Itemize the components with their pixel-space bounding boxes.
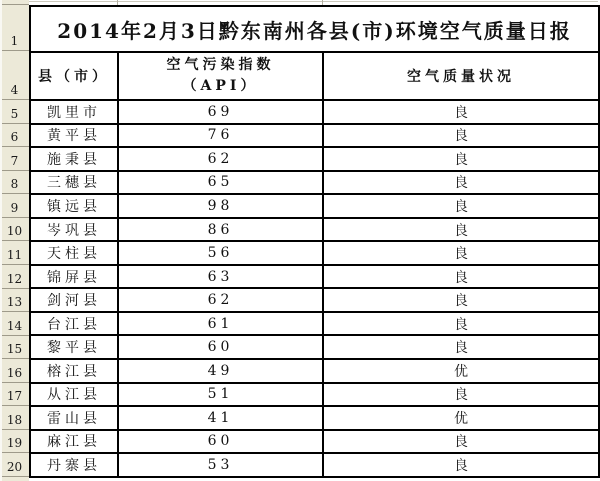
table-title[interactable]: 2014年2月3日黔东南州各县(市)环境空气质量日报	[30, 6, 599, 52]
col-header-api[interactable]	[118, 52, 323, 100]
row-header-15[interactable]: 15	[0, 336, 29, 360]
api-cell[interactable]: 86	[118, 218, 323, 242]
table-row	[30, 194, 599, 218]
row-header-10[interactable]: 10	[0, 218, 29, 242]
api-cell[interactable]: 98	[118, 194, 323, 218]
table-row	[30, 171, 599, 195]
table-row	[30, 430, 599, 454]
county-cell[interactable]: 黄平县	[30, 124, 118, 148]
status-cell[interactable]: 良	[323, 430, 599, 454]
status-cell[interactable]: 良	[323, 383, 599, 407]
table-row	[30, 288, 599, 312]
table-row	[30, 406, 599, 430]
row-header-17[interactable]: 17	[0, 383, 29, 407]
row-header-14[interactable]: 14	[0, 312, 29, 336]
row-number-gutter	[0, 0, 29, 481]
table-row	[30, 100, 599, 124]
table-row	[30, 124, 599, 148]
table-row	[30, 241, 599, 265]
county-cell[interactable]: 天柱县	[30, 241, 118, 265]
table-row	[30, 147, 599, 171]
county-cell[interactable]: 剑河县	[30, 288, 118, 312]
row-header-1[interactable]: 1	[0, 5, 29, 51]
status-cell[interactable]: 良	[323, 194, 599, 218]
status-cell[interactable]: 良	[323, 241, 599, 265]
api-cell[interactable]: 69	[118, 100, 323, 124]
county-cell[interactable]: 从江县	[30, 383, 118, 407]
api-cell[interactable]: 63	[118, 265, 323, 289]
table-row	[30, 312, 599, 336]
status-cell[interactable]: 良	[323, 147, 599, 171]
county-cell[interactable]: 岑巩县	[30, 218, 118, 242]
table-row	[30, 383, 599, 407]
status-cell[interactable]: 良	[323, 335, 599, 359]
row-header-12[interactable]: 12	[0, 265, 29, 289]
title-row	[30, 6, 599, 52]
county-cell[interactable]: 黎平县	[30, 335, 118, 359]
status-cell[interactable]: 良	[323, 124, 599, 148]
status-cell[interactable]: 优	[323, 406, 599, 430]
row-header-13[interactable]: 13	[0, 289, 29, 313]
county-cell[interactable]: 台江县	[30, 312, 118, 336]
api-cell[interactable]: 51	[118, 383, 323, 407]
api-cell[interactable]: 65	[118, 171, 323, 195]
row-header-9[interactable]: 9	[0, 194, 29, 218]
col-header-county[interactable]: 县（市）	[30, 52, 118, 100]
api-cell[interactable]: 60	[118, 430, 323, 454]
row-header-16[interactable]: 16	[0, 359, 29, 383]
status-cell[interactable]: 良	[323, 171, 599, 195]
county-cell[interactable]: 锦屏县	[30, 265, 118, 289]
col-header-status[interactable]: 空气质量状况	[323, 52, 599, 100]
gridline	[29, 1, 598, 2]
county-cell[interactable]: 三穗县	[30, 171, 118, 195]
row-header-20[interactable]: 20	[0, 453, 29, 477]
table-row	[30, 453, 599, 477]
col-header-api-line1: 空气污染指数	[166, 57, 275, 73]
table-row	[30, 359, 599, 383]
api-cell[interactable]: 60	[118, 335, 323, 359]
status-cell[interactable]: 良	[323, 453, 599, 477]
row-header-4[interactable]: 4	[0, 51, 29, 100]
table-row	[30, 335, 599, 359]
row-header-5[interactable]: 5	[0, 100, 29, 124]
api-cell[interactable]: 76	[118, 124, 323, 148]
api-cell[interactable]: 61	[118, 312, 323, 336]
county-cell[interactable]: 雷山县	[30, 406, 118, 430]
row-header-filler	[0, 477, 29, 481]
table-row	[30, 265, 599, 289]
row-header-19[interactable]: 19	[0, 430, 29, 454]
county-cell[interactable]: 凯里市	[30, 100, 118, 124]
status-cell[interactable]: 良	[323, 312, 599, 336]
row-header-11[interactable]: 11	[0, 241, 29, 265]
air-quality-table	[29, 5, 600, 478]
status-cell[interactable]: 良	[323, 265, 599, 289]
api-cell[interactable]: 49	[118, 359, 323, 383]
county-cell[interactable]: 榕江县	[30, 359, 118, 383]
county-cell[interactable]: 丹寨县	[30, 453, 118, 477]
county-cell[interactable]: 麻江县	[30, 430, 118, 454]
county-cell[interactable]: 施秉县	[30, 147, 118, 171]
api-cell[interactable]: 56	[118, 241, 323, 265]
row-header-8[interactable]: 8	[0, 171, 29, 195]
table-row	[30, 218, 599, 242]
row-header-18[interactable]: 18	[0, 406, 29, 430]
header-row	[30, 52, 599, 100]
row-header-6[interactable]: 6	[0, 124, 29, 148]
api-cell[interactable]: 41	[118, 406, 323, 430]
col-header-api-line2: （API）	[182, 78, 259, 94]
status-cell[interactable]: 良	[323, 100, 599, 124]
row-header-7[interactable]: 7	[0, 147, 29, 171]
county-cell[interactable]: 镇远县	[30, 194, 118, 218]
status-cell[interactable]: 良	[323, 218, 599, 242]
api-cell[interactable]: 62	[118, 147, 323, 171]
status-cell[interactable]: 优	[323, 359, 599, 383]
status-cell[interactable]: 良	[323, 288, 599, 312]
api-cell[interactable]: 53	[118, 453, 323, 477]
api-cell[interactable]: 62	[118, 288, 323, 312]
